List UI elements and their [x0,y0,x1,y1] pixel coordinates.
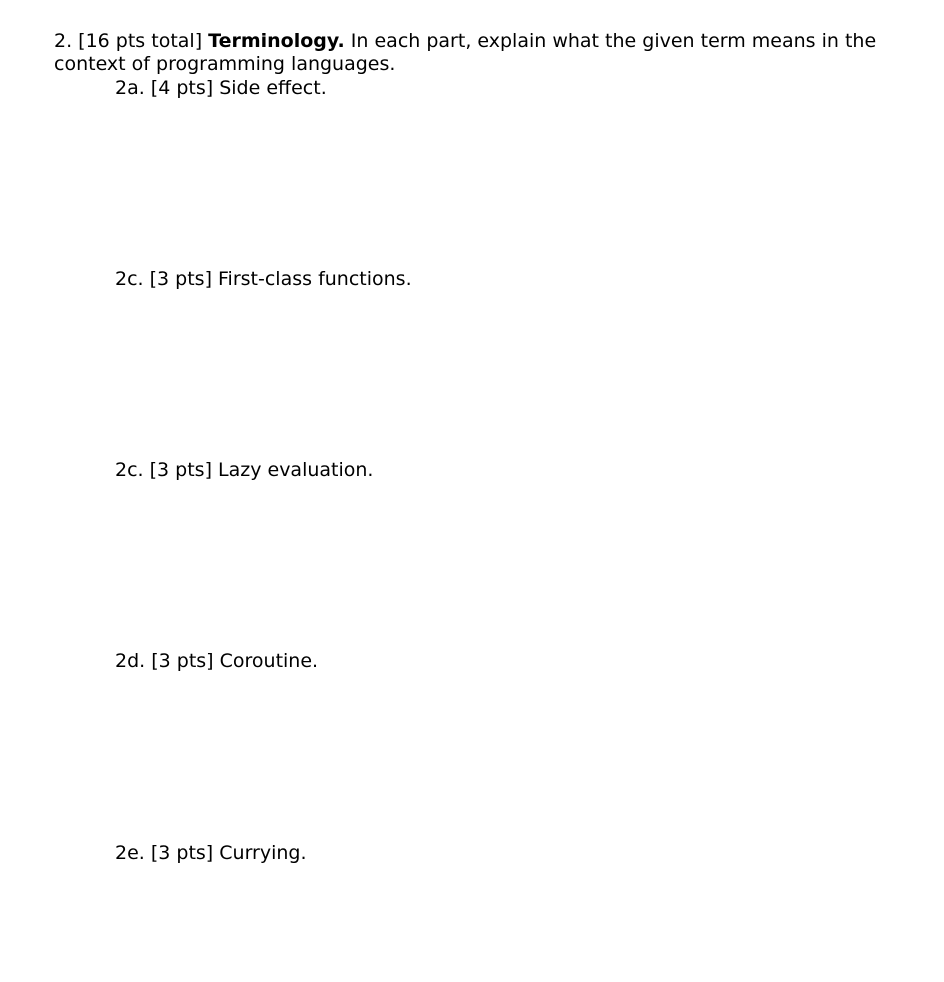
question-header [54,30,914,76]
question-title: Terminology. [208,30,345,52]
part-2a-prompt: 2a. [4 pts] Side effect. [115,77,327,99]
question-prefix: 2. [16 pts total] [54,30,209,52]
part-2b-prompt: 2c. [3 pts] First-class functions. [115,268,412,290]
part-2e-prompt: 2e. [3 pts] Currying. [115,842,307,864]
question-instruction: In each part, explain what the given term means in the context of programming languages. [54,30,877,75]
part-2d-prompt: 2d. [3 pts] Coroutine. [115,650,319,672]
part-2c-prompt: 2c. [3 pts] Lazy evaluation. [115,459,374,481]
